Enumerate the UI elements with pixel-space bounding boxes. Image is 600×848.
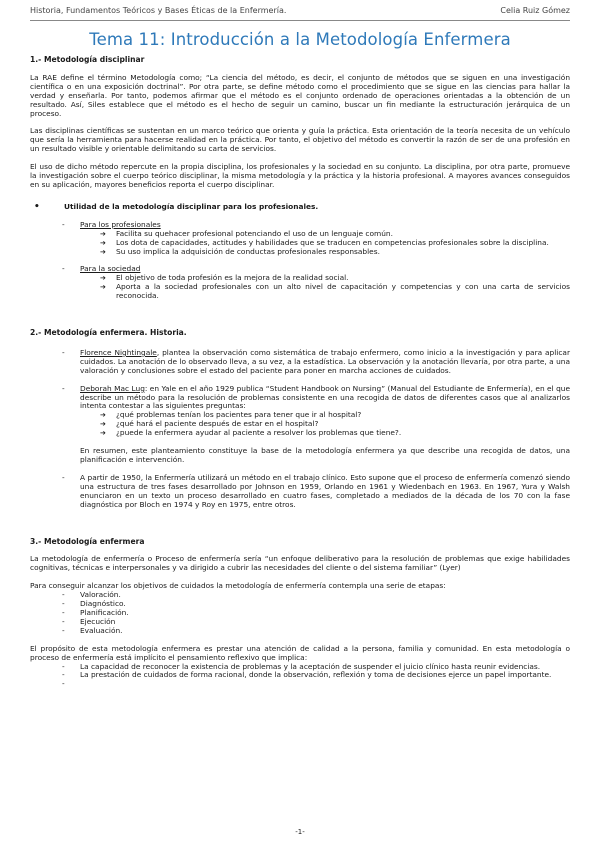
utility-bullet [30,203,570,212]
dash-marker: - [62,383,65,393]
maclug-text: : en Yale en el año 1929 publica “Student Handbook on Nursing” (Manual del Estudiante de Enfermería), en el que describe un método para la resolución de problemas consistente en una recogida de datos de diferentes casos que al analizarlos intenta contestar a las siguientes preguntas: [80,383,570,411]
professionals-point-2: Los dota de capacidades, actitudes y habilidades que se traducen en competencias profesionales sobre la disciplina. [116,237,549,247]
section-3-paragraph-3: El propósito de esta metodología enfermera es prestar una atención de calidad a la persona, familia y comunidad. En esta metodología o proceso de enfermería está implícito el pensamiento reflexivo que implica: [30,643,570,662]
society-point-2: Aporta a la sociedad profesionales con un alto nivel de capacitación y competencias y con una carta de servicios reconocida. [116,282,570,301]
arrow-icon: ➔ [100,238,106,247]
arrow-icon: ➔ [100,411,106,420]
list-item [30,248,570,257]
utility-bullet-text: Utilidad de la metodología disciplinar para los profesionales. [64,201,319,211]
page-number: -1- [295,828,305,836]
section-2-summary: En resumen, este planteamiento constituye la base de la metodología enfermera ya que describe una recogida de datos, una planificación e intervención. [80,446,570,464]
bullet-dot-icon: • [34,201,40,212]
list-item [30,627,570,636]
maclug-name: Deborah Mac Lug [80,383,145,393]
header-course-title: Historia, Fundamentos Teóricos y Bases Éticas de la Enfermería. [30,6,287,15]
stage-evaluacion: Evaluación. [80,625,123,635]
section-1-paragraph-2: Las disciplinas científicas se sustentan en un marco teórico que orienta y guía la práctica. Esta orientación de la teoría necesita de un vehículo que sería la herramienta para hacerse realidad en la práctica. Por tanto, el objetivo del método es convertir la razón de ser de una profesión en un resultado visible y orientable delimitando su carta de servicios. [30,126,570,154]
section-2-heading: 2.- Metodología enfermera. Historia. [30,328,187,338]
dash-marker: - [62,679,65,689]
dash-marker: - [62,472,65,482]
dash-marker: - [62,599,65,609]
header-divider [30,20,570,21]
dash-marker: - [62,219,65,229]
arrow-icon: ➔ [100,247,106,256]
reflex-point-1: La capacidad de reconocer la existencia de problemas y la aceptación de suspender el juicio clínico hasta reunir evidencias. [80,661,541,671]
year-1950-text: A partir de 1950, la Enfermería utilizará un método en el trabajo clínico. Esto supone que el proceso de enfermería comenzó siendo una estructura de tres fases desarrollado por Johnson en 1959, Orlando en 1961 y Wiedenbach en 1963. En 1967, Yura y Walsh enunciaron en un texto un proceso desarrollado en cuatro fases, completado a mediados de la década de los 70 con la fase diagnóstica por Bloch en 1974 y Roy en 1975, entre otros. [80,472,570,509]
arrow-icon: ➔ [100,420,106,429]
section-3-paragraph-2: Para conseguir alcanzar los objetivos de cuidados la metodología de enfermería contempla una serie de etapas: [30,581,446,591]
year-1950-item [30,474,570,510]
arrow-icon: ➔ [100,229,106,238]
section-3-paragraph-1: La metodología de enfermería o Proceso de enfermería sería “un enfoque deliberativo para la resolución de problemas que exige habilidades cognitivas, técnicas e interpersonales y va dirigido a cubrir las necesidades del cliente o del sistema familiar” (Lyer) [30,554,570,573]
nightingale-name: Florence Nightingale [80,347,157,357]
maclug-item [30,385,570,412]
page-header [30,6,570,20]
question-1: ¿qué problemas tenían los pacientes para tener que ir al hospital? [116,410,362,420]
nightingale-text: , plantea la observación como sistemática de trabajo enfermero, como inicio a la investigación y para aplicar cuidados. La anotación de lo observado lleva, a su vez, a la estadística. La observación y la anotación llevaría, por otra parte, a una valoración y conclusiones sobre el estado del paciente para poner en marcha acciones de cuidados. [80,347,570,375]
stage-diagnostico: Diagnóstico. [80,599,126,609]
list-item [30,429,570,438]
dash-marker: - [62,264,65,274]
section-3-heading: 3.- Metodología enfermera [30,536,145,546]
stage-ejecucion: Ejecución [80,616,116,626]
section-1-heading: 1.- Metodología disciplinar [30,55,145,64]
dash-marker: - [62,347,65,357]
stage-planificacion: Planificación. [80,607,129,617]
professionals-point-1: Facilita su quehacer profesional potenciando el uso de un lenguaje común. [116,228,393,238]
dash-marker: - [62,607,65,617]
society-label: Para la sociedad [80,264,141,274]
dash-marker: - [62,661,65,671]
society-point-1: El objetivo de toda profesión es la mejora de la realidad social. [116,273,349,283]
dash-marker: - [62,616,65,626]
question-3: ¿puede la enfermera ayudar al paciente a resolver los problemas que tiene?. [116,428,402,438]
dash-marker: - [62,590,65,600]
stage-valoracion: Valoración. [80,590,121,600]
dash-marker: - [62,625,65,635]
page-title: Tema 11: Introducción a la Metodología Enfermera [89,30,511,49]
professionals-label: Para los profesionales [80,219,161,229]
reflex-point-2: La prestación de cuidados de forma racional, donde la observación, reflexión y toma de decisiones ejerce un papel importante. [80,670,552,680]
section-1-paragraph-1: La RAE define el término Metodología como; “La ciencia del método, es decir, el conjunto de métodos que se siguen en una investigación científica o en una exposición doctrinal”. Por otra parte, se define método como el procedimiento que se sigue en las ciencias para hallar la verdad y enseñarla. Por tanto, podemos afirmar que el método es el conjunto ordenado de operaciones orientadas a la obtención de un resultado. Así, Siles establece que el método es el hecho de seguir un camino, buscar un fin mediante la estructuración jerárquica de un proceso. [30,72,570,118]
nightingale-item [30,349,570,376]
list-item [30,283,570,301]
arrow-icon: ➔ [100,274,106,283]
dash-marker: - [62,670,65,680]
section-1-paragraph-3: El uso de dicho método repercute en la propia disciplina, los profesionales y la sociedad en su conjunto. La disciplina, por otra parte, promueve la investigación sobre el cuerpo teórico disciplinar, la misma metodología y la práctica y la historia profesional. A mayores avances conseguidos en su aplicación, mayores beneficios reporta el cuerpo disciplinar. [30,162,570,189]
arrow-icon: ➔ [100,429,106,438]
list-item [30,671,570,680]
professionals-point-3: Su uso implica la adquisición de conductas profesionales responsables. [116,246,380,256]
header-author: Celia Ruiz Gómez [500,6,570,15]
arrow-icon: ➔ [100,283,106,292]
question-2: ¿qué hará el paciente después de estar en el hospital? [116,419,319,429]
document-body [30,55,570,689]
